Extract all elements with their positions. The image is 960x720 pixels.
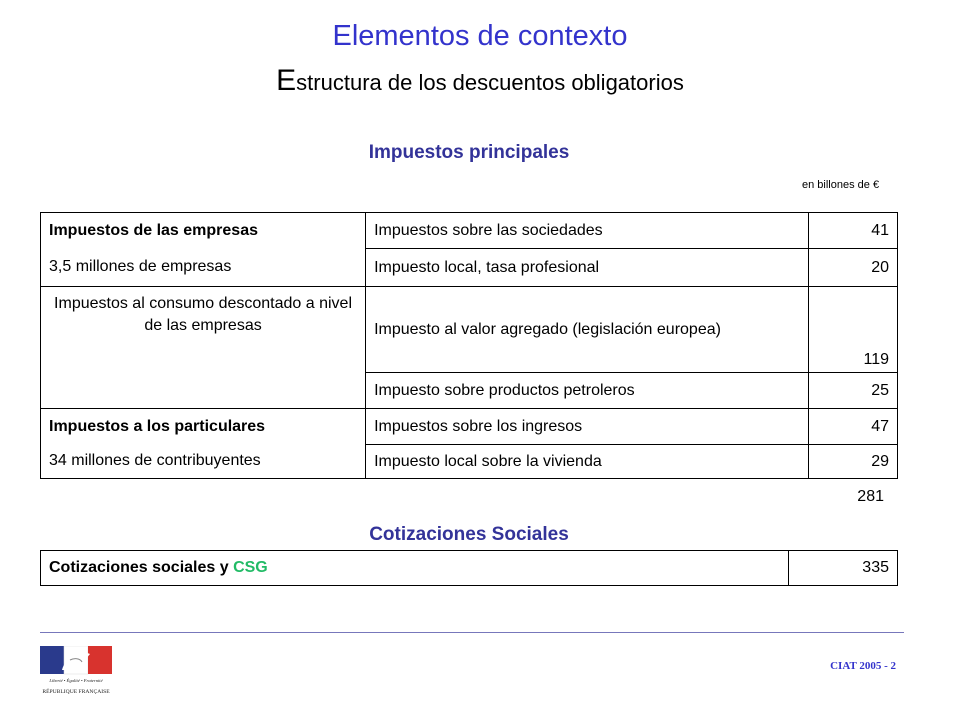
empresas-label: Impuestos de las empresas bbox=[41, 213, 366, 249]
page-reference: CIAT 2005 - 2 bbox=[830, 660, 896, 672]
tax-name: Impuesto local, tasa profesional bbox=[366, 249, 809, 287]
main-section-heading: Impuestos principales bbox=[368, 142, 570, 163]
tax-value: 20 bbox=[809, 249, 898, 287]
particulares-count: 34 millones de contribuyentes bbox=[41, 445, 366, 479]
tax-value: 41 bbox=[809, 213, 898, 249]
subtitle-rest: structura de los descuentos obligatorios bbox=[296, 70, 684, 95]
social-section-heading: Cotizaciones Sociales bbox=[369, 524, 569, 545]
tax-value: 25 bbox=[809, 373, 898, 409]
tax-value: 47 bbox=[809, 409, 898, 445]
consumo-label: Impuestos al consumo descontado a nivel de las empresas bbox=[41, 287, 366, 409]
table-row bbox=[41, 445, 898, 479]
taxes-table bbox=[40, 212, 898, 479]
social-label-prefix: Cotizaciones sociales y bbox=[49, 559, 234, 576]
social-table bbox=[40, 550, 898, 586]
table-row bbox=[41, 213, 898, 249]
csg-highlight: CSG bbox=[233, 559, 268, 576]
table-row bbox=[41, 551, 898, 586]
subtitle-initial: E bbox=[276, 64, 297, 97]
page-title: Elementos de contexto bbox=[332, 20, 628, 52]
page-subtitle bbox=[0, 64, 960, 98]
particulares-label: Impuestos a los particulares bbox=[41, 409, 366, 445]
logo-country: RÉPUBLIQUE FRANÇAISE bbox=[42, 689, 110, 695]
footer-divider bbox=[40, 632, 904, 633]
social-label bbox=[41, 551, 789, 586]
table-row bbox=[41, 249, 898, 287]
tax-name: Impuesto sobre productos petroleros bbox=[366, 373, 809, 409]
tax-name: Impuesto al valor agregado (legislación europea) bbox=[366, 287, 809, 373]
tax-name: Impuestos sobre las sociedades bbox=[366, 213, 809, 249]
unit-note: en billones de € bbox=[802, 179, 880, 191]
table-row bbox=[41, 287, 898, 373]
tax-value: 119 bbox=[809, 287, 898, 373]
republique-francaise-logo bbox=[40, 646, 112, 698]
logo-motto: Liberté • Égalité • Fraternité bbox=[49, 678, 103, 683]
table-row bbox=[41, 409, 898, 445]
taxes-total: 281 bbox=[857, 488, 884, 505]
social-value: 335 bbox=[789, 551, 898, 586]
tax-name: Impuestos sobre los ingresos bbox=[366, 409, 809, 445]
empresas-count: 3,5 millones de empresas bbox=[41, 249, 366, 287]
tax-name: Impuesto local sobre la vivienda bbox=[366, 445, 809, 479]
tax-value: 29 bbox=[809, 445, 898, 479]
